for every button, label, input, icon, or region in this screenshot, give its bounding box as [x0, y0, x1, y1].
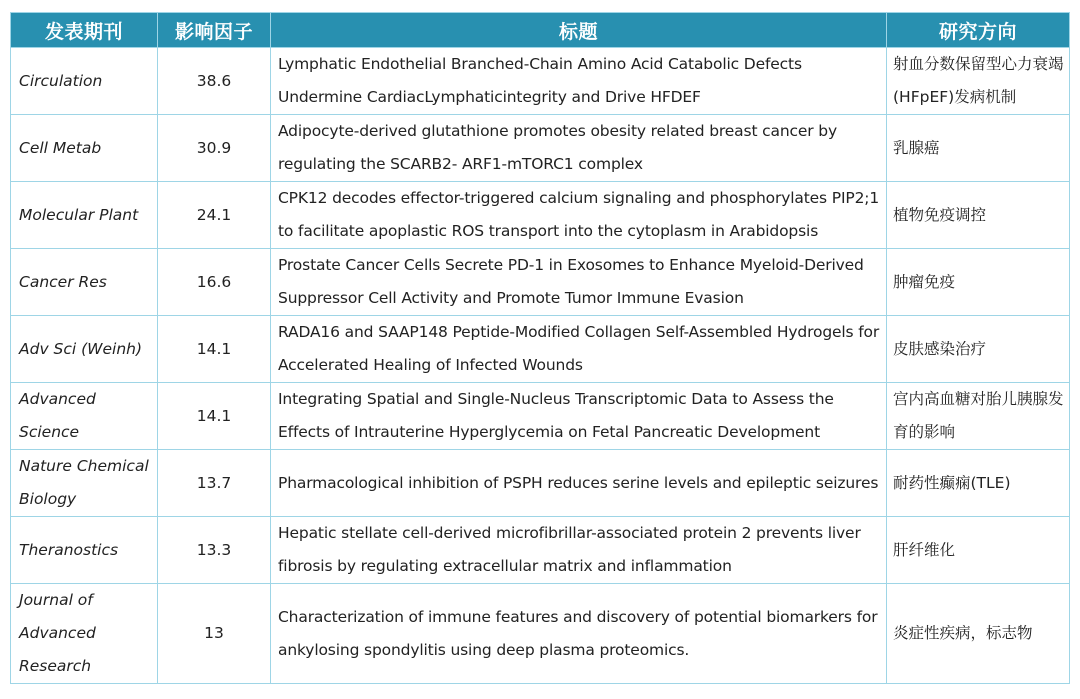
research-direction-cell: 耐药性癫痫(TLE) — [887, 450, 1070, 517]
title-cell: RADA16 and SAAP148 Peptide-Modified Collagen Self-Assembled Hydrogels for Accelerated Healing of Infected Wounds — [271, 316, 887, 383]
journal-cell: Adv Sci (Weinh) — [11, 316, 158, 383]
title-cell: Characterization of immune features and discovery of potential biomarkers for ankylosing spondylitis using deep plasma proteomics. — [271, 584, 887, 684]
journal-cell: Cancer Res — [11, 249, 158, 316]
title-cell: Lymphatic Endothelial Branched-Chain Amino Acid Catabolic Defects Undermine CardiacLymphaticintegrity and Drive HFDEF — [271, 48, 887, 115]
title-cell: Pharmacological inhibition of PSPH reduces serine levels and epileptic seizures — [271, 450, 887, 517]
impact-factor-cell: 24.1 — [158, 182, 271, 249]
publications-table — [10, 12, 1070, 684]
journal-cell: Cell Metab — [11, 115, 158, 182]
table-row — [11, 584, 1070, 684]
header-row — [11, 13, 1070, 48]
table-row — [11, 249, 1070, 316]
impact-factor-cell: 16.6 — [158, 249, 271, 316]
title-cell: Adipocyte-derived glutathione promotes obesity related breast cancer by regulating the SCARB2- ARF1-mTORC1 complex — [271, 115, 887, 182]
header-research-direction: 研究方向 — [887, 13, 1070, 48]
title-cell: Integrating Spatial and Single-Nucleus Transcriptomic Data to Assess the Effects of Intrauterine Hyperglycemia on Fetal Pancreatic Development — [271, 383, 887, 450]
research-direction-cell: 宫内高血糖对胎儿胰腺发育的影响 — [887, 383, 1070, 450]
impact-factor-cell: 13.3 — [158, 517, 271, 584]
title-cell: Hepatic stellate cell-derived microfibrillar-associated protein 2 prevents liver fibrosis by regulating extracellular matrix and inflammation — [271, 517, 887, 584]
table-row — [11, 316, 1070, 383]
table-header — [11, 13, 1070, 48]
research-direction-cell: 乳腺癌 — [887, 115, 1070, 182]
research-direction-cell: 植物免疫调控 — [887, 182, 1070, 249]
header-impact-factor: 影响因子 — [158, 13, 271, 48]
impact-factor-cell: 13 — [158, 584, 271, 684]
title-cell: CPK12 decodes effector-triggered calcium signaling and phosphorylates PIP2;1 to facilitate apoplastic ROS transport into the cytoplasm in Arabidopsis — [271, 182, 887, 249]
header-journal: 发表期刊 — [11, 13, 158, 48]
table-row — [11, 517, 1070, 584]
research-direction-cell: 皮肤感染治疗 — [887, 316, 1070, 383]
title-cell: Prostate Cancer Cells Secrete PD-1 in Exosomes to Enhance Myeloid-Derived Suppressor Cell Activity and Promote Tumor Immune Evasion — [271, 249, 887, 316]
research-direction-cell: 射血分数保留型心力衰竭(HFpEF)发病机制 — [887, 48, 1070, 115]
header-title: 标题 — [271, 13, 887, 48]
table-body — [11, 48, 1070, 684]
table-row — [11, 115, 1070, 182]
journal-cell: Molecular Plant — [11, 182, 158, 249]
impact-factor-cell: 14.1 — [158, 383, 271, 450]
research-direction-cell: 肝纤维化 — [887, 517, 1070, 584]
table-row — [11, 450, 1070, 517]
journal-cell: Advanced Science — [11, 383, 158, 450]
research-direction-cell: 肿瘤免疫 — [887, 249, 1070, 316]
impact-factor-cell: 38.6 — [158, 48, 271, 115]
impact-factor-cell: 13.7 — [158, 450, 271, 517]
research-direction-cell: 炎症性疾病，标志物 — [887, 584, 1070, 684]
table-row — [11, 182, 1070, 249]
journal-cell: Journal of Advanced Research — [11, 584, 158, 684]
impact-factor-cell: 30.9 — [158, 115, 271, 182]
table-row — [11, 48, 1070, 115]
journal-cell: Nature Chemical Biology — [11, 450, 158, 517]
impact-factor-cell: 14.1 — [158, 316, 271, 383]
journal-cell: Theranostics — [11, 517, 158, 584]
table-row — [11, 383, 1070, 450]
journal-cell: Circulation — [11, 48, 158, 115]
